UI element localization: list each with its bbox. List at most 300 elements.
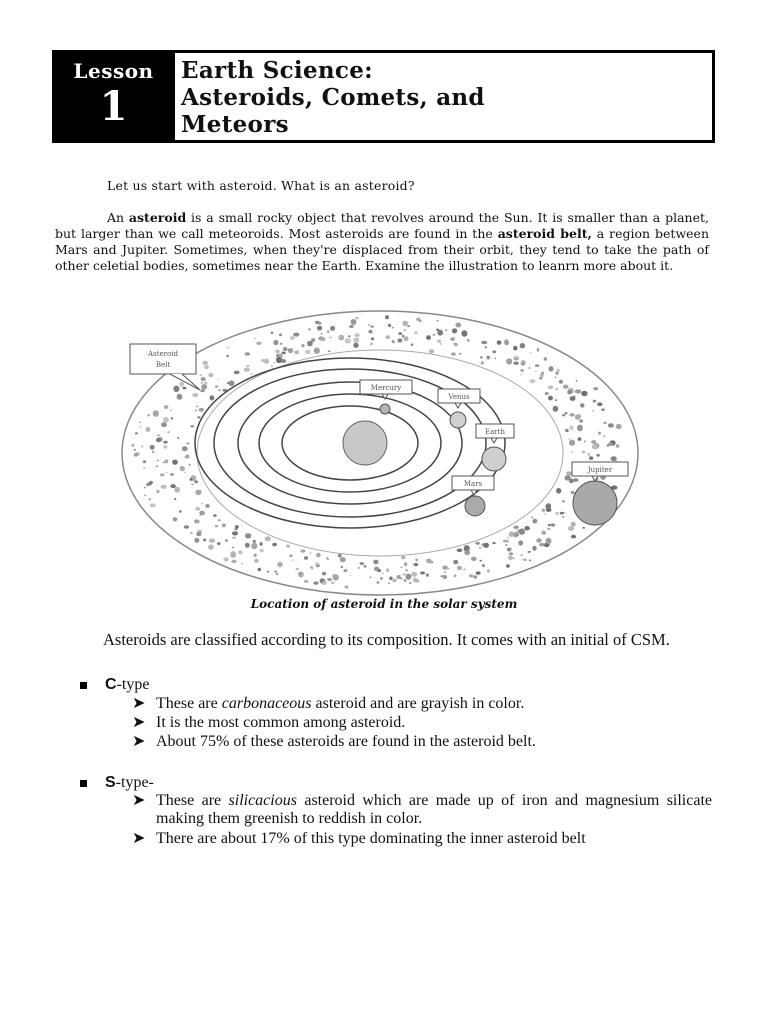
asteroid-rock xyxy=(482,564,485,567)
asteroid-rock xyxy=(327,558,329,560)
asteroid-rock xyxy=(333,574,339,580)
asteroid-rock xyxy=(506,358,512,364)
solar-system-diagram xyxy=(120,308,640,598)
asteroid-rock xyxy=(457,566,462,570)
asteroid-rock xyxy=(304,556,308,560)
label-asteroid-belt-line1: Asteroid xyxy=(148,350,178,358)
asteroid-rock xyxy=(191,484,193,486)
para-bold-asteroid: asteroid xyxy=(128,210,187,225)
planet-earth xyxy=(482,447,506,471)
asteroid-rock xyxy=(170,473,174,475)
asteroid-rock xyxy=(514,356,518,359)
sun xyxy=(343,421,387,465)
asteroid-rock xyxy=(310,552,312,553)
asteroid-rock xyxy=(141,445,143,448)
asteroid-rock xyxy=(313,581,318,584)
planet-mercury xyxy=(380,404,390,414)
asteroid-rock xyxy=(479,547,481,549)
asteroid-rock xyxy=(351,319,357,325)
asteroid-rock xyxy=(420,572,425,575)
asteroid-rock xyxy=(504,340,509,345)
asteroid-rock xyxy=(555,388,558,390)
c-point-2-text: It is the most common among asteroid. xyxy=(156,714,406,731)
asteroid-rock xyxy=(350,575,352,576)
asteroid-rock xyxy=(161,422,167,427)
asteroid-rock xyxy=(218,389,220,391)
asteroid-rock xyxy=(177,437,179,439)
asteroid-rock xyxy=(513,558,515,560)
asteroid-rock xyxy=(397,338,402,342)
asteroid-rock xyxy=(450,337,454,341)
asteroid-rock xyxy=(190,478,193,481)
asteroid-rock xyxy=(492,542,495,544)
asteroid-rock xyxy=(217,542,221,545)
asteroid-rock xyxy=(566,471,572,475)
asteroid-rock xyxy=(327,330,330,333)
asteroid-rock xyxy=(503,540,507,543)
asteroid-rock xyxy=(277,562,283,568)
c-point-1-post: asteroid and are grayish in color. xyxy=(311,695,525,712)
asteroid-rock xyxy=(437,339,441,343)
label-asteroid-belt xyxy=(130,344,200,390)
arrow-bullet-icon: ➤ xyxy=(132,695,146,712)
type-suffix-c: -type xyxy=(116,676,150,693)
asteroid-rock xyxy=(521,363,524,365)
asteroid-rock xyxy=(217,519,221,521)
asteroid-rock xyxy=(276,357,282,363)
asteroid-rock xyxy=(143,460,147,463)
asteroid-rock xyxy=(539,377,542,379)
asteroid-rock xyxy=(272,543,277,546)
asteroid-rock xyxy=(246,365,249,367)
asteroid-rock xyxy=(571,452,573,453)
asteroid-rock xyxy=(346,586,348,589)
asteroid-paragraph xyxy=(55,210,709,274)
asteroid-rock xyxy=(513,346,517,351)
asteroid-rock xyxy=(453,560,458,564)
asteroid-rock xyxy=(419,320,421,322)
asteroid-rock xyxy=(571,491,575,494)
label-asteroid-belt-line2: Belt xyxy=(155,361,171,369)
c-point-1-em: carbonaceous xyxy=(221,695,312,712)
classification-intro xyxy=(55,630,715,649)
asteroid-rock xyxy=(385,335,390,339)
asteroid-rock xyxy=(389,577,392,581)
asteroid-rock xyxy=(223,557,228,561)
para-text-1: An xyxy=(107,210,129,225)
asteroid-rock xyxy=(457,548,463,552)
asteroid-rock xyxy=(513,362,518,365)
asteroid-rock xyxy=(563,385,569,389)
asteroid-rock xyxy=(179,510,182,512)
asteroid-rock xyxy=(144,494,146,496)
square-bullet-icon xyxy=(80,682,87,689)
asteroid-rock xyxy=(340,557,346,562)
asteroid-rock xyxy=(150,445,155,450)
asteroid-rock xyxy=(576,414,581,418)
asteroid-rock xyxy=(232,531,238,535)
asteroid-rock xyxy=(287,349,289,350)
asteroid-rock xyxy=(247,353,250,356)
asteroid-rock xyxy=(195,410,198,412)
asteroid-rock xyxy=(215,385,218,388)
asteroid-rock xyxy=(388,582,390,584)
asteroid-rock xyxy=(442,566,447,570)
asteroid-rock xyxy=(170,410,172,412)
asteroid-rock xyxy=(245,533,251,538)
asteroid-rock xyxy=(245,543,250,548)
type-letter-s: S xyxy=(105,774,116,791)
asteroid-rock xyxy=(296,568,300,570)
asteroid-rock xyxy=(528,551,531,553)
asteroid-rock xyxy=(241,563,243,564)
asteroid-rock xyxy=(308,328,311,331)
asteroid-rock xyxy=(404,336,409,341)
asteroid-rock xyxy=(520,374,522,376)
asteroid-rock xyxy=(603,435,606,437)
asteroid-rock xyxy=(171,417,173,419)
asteroid-rock xyxy=(292,560,294,561)
asteroid-rock xyxy=(530,352,532,353)
asteroid-rock xyxy=(320,337,325,341)
asteroid-rock xyxy=(229,380,235,386)
c-point-1 xyxy=(132,695,712,713)
asteroid-rock xyxy=(413,563,418,566)
asteroid-rock xyxy=(591,440,596,444)
asteroid-rock xyxy=(282,352,286,355)
asteroid-rock xyxy=(202,361,208,365)
asteroid-rock xyxy=(225,539,228,541)
asteroid-rock xyxy=(569,426,573,430)
s-point-1-pre: These are xyxy=(156,792,229,809)
asteroid-rock xyxy=(545,392,549,395)
asteroid-rock xyxy=(492,350,496,353)
square-bullet-icon xyxy=(80,780,87,787)
asteroid-rock xyxy=(153,410,159,417)
asteroid-rock xyxy=(578,437,582,441)
asteroid-rock xyxy=(226,355,228,357)
arrow-bullet-icon: ➤ xyxy=(132,714,146,731)
asteroid-rock xyxy=(405,569,408,572)
asteroid-rock xyxy=(481,361,483,362)
asteroid-rock xyxy=(203,538,206,541)
asteroid-rock xyxy=(540,374,544,378)
asteroid-rock xyxy=(254,338,256,339)
asteroid-rock xyxy=(611,456,617,461)
asteroid-rock xyxy=(402,321,408,327)
asteroid-rock xyxy=(316,553,321,558)
asteroid-rock xyxy=(364,565,367,568)
asteroid-rock xyxy=(201,503,203,505)
asteroid-rock xyxy=(476,571,481,574)
para-text-2: is a small rocky object that revolves around the Sun. It is smaller than a planet, but larger than we call meteoroids. Most asteroids are found in the xyxy=(55,210,709,241)
label-mars-text: Mars xyxy=(463,480,483,488)
asteroid-rock xyxy=(235,528,238,530)
intro-question: Let us start with asteroid. What is an asteroid? xyxy=(107,178,415,193)
asteroid-rock xyxy=(156,438,161,443)
asteroid-rock xyxy=(311,338,315,342)
asteroid-rock xyxy=(485,346,487,348)
asteroid-rock xyxy=(184,525,189,528)
asteroid-rock xyxy=(380,577,383,580)
asteroid-rock xyxy=(570,396,576,401)
asteroid-rock xyxy=(215,525,218,528)
asteroid-rock xyxy=(451,352,456,355)
asteroid-rock xyxy=(495,358,497,359)
asteroid-rock xyxy=(192,393,198,397)
asteroid-rock xyxy=(259,543,262,546)
title-line-3: Meteors xyxy=(181,111,289,138)
asteroid-rock xyxy=(402,335,405,338)
asteroid-rock xyxy=(370,343,373,346)
c-point-3 xyxy=(132,733,712,751)
asteroid-rock xyxy=(173,386,179,393)
asteroid-rock xyxy=(445,329,447,331)
asteroid-rock xyxy=(577,425,583,432)
asteroid-rock xyxy=(560,512,564,515)
asteroid-rock xyxy=(315,562,319,566)
asteroid-rock xyxy=(271,332,273,334)
asteroid-rock xyxy=(584,441,586,443)
asteroid-rock xyxy=(261,359,265,362)
asteroid-rock xyxy=(556,369,560,373)
asteroid-rock xyxy=(177,394,183,400)
asteroid-rock xyxy=(322,581,326,585)
asteroid-rock xyxy=(437,330,443,336)
asteroid-rock xyxy=(286,545,290,548)
asteroid-rock xyxy=(433,334,435,336)
asteroid-rock xyxy=(539,543,545,546)
asteroid-rock xyxy=(518,540,523,545)
asteroid-rock xyxy=(520,343,525,348)
asteroid-rock xyxy=(593,387,598,390)
asteroid-rock xyxy=(288,348,293,353)
asteroid-rock xyxy=(486,544,489,546)
asteroid-rock xyxy=(441,575,444,577)
asteroid-rock xyxy=(253,540,256,543)
asteroid-rock xyxy=(569,413,574,417)
asteroid-rock xyxy=(532,546,536,551)
asteroid-rock xyxy=(311,567,313,569)
asteroid-rock xyxy=(562,414,565,416)
asteroid-rock xyxy=(179,382,184,387)
planet-mars xyxy=(465,496,485,516)
asteroid-rock xyxy=(589,456,593,460)
asteroid-rock xyxy=(197,416,200,418)
asteroid-rock xyxy=(201,377,206,381)
asteroid-rock xyxy=(348,335,351,337)
asteroid-rock xyxy=(368,324,371,326)
asteroid-rock xyxy=(304,580,308,583)
asteroid-rock xyxy=(271,366,273,367)
asteroid-rock xyxy=(358,567,360,569)
asteroid-rock xyxy=(201,382,203,384)
asteroid-rock xyxy=(200,389,205,392)
asteroid-rock xyxy=(208,545,214,550)
asteroid-rock xyxy=(338,554,342,558)
para-bold-asteroid-belt: asteroid belt, xyxy=(497,226,592,241)
asteroid-rock xyxy=(404,329,406,331)
arrow-bullet-icon: ➤ xyxy=(132,830,146,847)
asteroid-rock xyxy=(524,526,529,531)
asteroid-rock xyxy=(547,528,551,530)
asteroid-rock xyxy=(152,451,154,453)
asteroid-rock xyxy=(461,330,467,336)
asteroid-rock xyxy=(166,472,168,473)
asteroid-rock xyxy=(385,315,389,319)
asteroid-rock xyxy=(314,348,320,354)
asteroid-rock xyxy=(426,335,431,340)
asteroid-rock xyxy=(267,571,269,573)
asteroid-rock xyxy=(475,542,480,545)
asteroid-rock xyxy=(131,444,134,447)
asteroid-rock xyxy=(182,387,186,390)
type-heading-s xyxy=(80,774,154,792)
asteroid-rock xyxy=(535,371,537,372)
asteroid-rock xyxy=(148,498,151,500)
c-point-1-pre: These are xyxy=(156,695,222,712)
asteroid-rock xyxy=(616,424,622,430)
asteroid-rock xyxy=(409,582,411,583)
asteroid-rock xyxy=(537,349,540,352)
asteroid-rock xyxy=(328,350,331,352)
asteroid-rock xyxy=(265,536,271,541)
asteroid-rock xyxy=(354,333,359,337)
asteroid-rock xyxy=(201,384,207,390)
asteroid-rock xyxy=(163,441,168,444)
asteroid-rock xyxy=(353,343,358,348)
asteroid-rock xyxy=(414,331,417,334)
asteroid-rock xyxy=(322,572,326,576)
asteroid-rock xyxy=(157,434,159,436)
asteroid-rock xyxy=(386,569,389,573)
asteroid-rock xyxy=(531,516,533,518)
asteroid-rock xyxy=(305,350,310,354)
asteroid-rock xyxy=(546,538,552,544)
lesson-title xyxy=(172,53,712,140)
asteroid-rock xyxy=(508,556,513,561)
lesson-number: 1 xyxy=(99,83,128,130)
asteroid-rock xyxy=(403,573,406,575)
asteroid-rock xyxy=(281,359,286,363)
asteroid-rock xyxy=(321,333,323,334)
label-jupiter-text: Jupiter xyxy=(587,466,613,474)
asteroid-rock xyxy=(382,573,384,574)
classification-intro-text: Asteroids are classified according to its composition. It comes with an initial of CSM. xyxy=(103,630,670,649)
asteroid-rock xyxy=(555,399,557,401)
asteroid-rock xyxy=(170,484,175,488)
asteroid-rock xyxy=(568,526,574,531)
asteroid-rock xyxy=(340,566,343,569)
asteroid-rock xyxy=(513,526,518,529)
asteroid-rock xyxy=(541,531,546,535)
asteroid-rock xyxy=(199,408,204,412)
asteroid-rock xyxy=(569,440,575,446)
asteroid-rock xyxy=(400,567,402,568)
asteroid-rock xyxy=(251,543,257,549)
asteroid-rock xyxy=(548,386,553,390)
asteroid-rock xyxy=(542,372,544,374)
asteroid-rock xyxy=(194,519,200,523)
asteroid-rock xyxy=(355,317,359,319)
asteroid-rock xyxy=(515,533,519,536)
asteroid-rock xyxy=(536,538,542,542)
asteroid-rock xyxy=(550,523,555,526)
asteroid-rock xyxy=(529,367,531,369)
asteroid-rock xyxy=(437,320,439,322)
asteroid-rock xyxy=(244,368,250,372)
asteroid-rock xyxy=(480,356,482,358)
asteroid-rock xyxy=(582,527,585,529)
asteroid-rock xyxy=(555,377,557,378)
c-point-3-text: About 75% of these asteroids are found in the asteroid belt. xyxy=(156,733,536,750)
asteroid-rock xyxy=(273,362,275,363)
asteroid-rock xyxy=(369,577,371,578)
asteroid-rock xyxy=(487,356,490,358)
asteroid-rock xyxy=(339,336,342,339)
asteroid-rock xyxy=(571,522,576,527)
asteroid-rock xyxy=(415,558,418,561)
asteroid-rock xyxy=(167,431,169,433)
asteroid-rock xyxy=(209,539,215,543)
asteroid-rock xyxy=(235,525,239,528)
asteroid-rock xyxy=(146,427,151,432)
asteroid-rock xyxy=(544,357,547,360)
asteroid-rock xyxy=(548,524,551,526)
asteroid-rock xyxy=(592,410,594,411)
asteroid-rock xyxy=(608,442,613,446)
asteroid-rock xyxy=(186,442,189,444)
type-suffix-s: -type- xyxy=(115,774,154,791)
asteroid-rock xyxy=(368,330,372,334)
asteroid-rock xyxy=(520,369,523,372)
asteroid-rock xyxy=(603,422,607,425)
asteroid-rock xyxy=(573,478,579,481)
asteroid-rock xyxy=(134,453,138,457)
asteroid-rock xyxy=(464,550,470,555)
asteroid-rock xyxy=(157,460,159,462)
asteroid-rock xyxy=(522,559,524,561)
asteroid-rock xyxy=(579,419,583,422)
asteroid-rock xyxy=(289,555,293,557)
asteroid-rock xyxy=(569,438,571,440)
asteroid-rock xyxy=(274,341,277,343)
asteroid-rock xyxy=(360,562,364,565)
asteroid-rock xyxy=(373,560,378,565)
asteroid-rock xyxy=(608,423,614,427)
asteroid-rock xyxy=(565,412,568,414)
lesson-header xyxy=(52,50,715,143)
asteroid-rock xyxy=(258,568,261,572)
asteroid-rock xyxy=(190,425,194,428)
type-letter-c: C xyxy=(105,676,117,693)
asteroid-rock xyxy=(592,444,598,449)
asteroid-rock xyxy=(580,403,584,407)
asteroid-rock xyxy=(546,508,551,512)
asteroid-rock xyxy=(524,559,526,561)
diagram-caption: Location of asteroid in the solar system xyxy=(250,597,518,611)
asteroid-rock xyxy=(469,574,473,577)
asteroid-rock xyxy=(567,390,572,394)
asteroid-rock xyxy=(404,562,408,566)
asteroid-rock xyxy=(283,347,287,351)
asteroid-rock xyxy=(231,560,237,564)
asteroid-rock xyxy=(210,395,215,400)
asteroid-rock xyxy=(143,467,146,469)
label-venus-text: Venus xyxy=(448,393,470,401)
asteroid-rock xyxy=(232,537,236,540)
asteroid-rock xyxy=(279,334,282,337)
